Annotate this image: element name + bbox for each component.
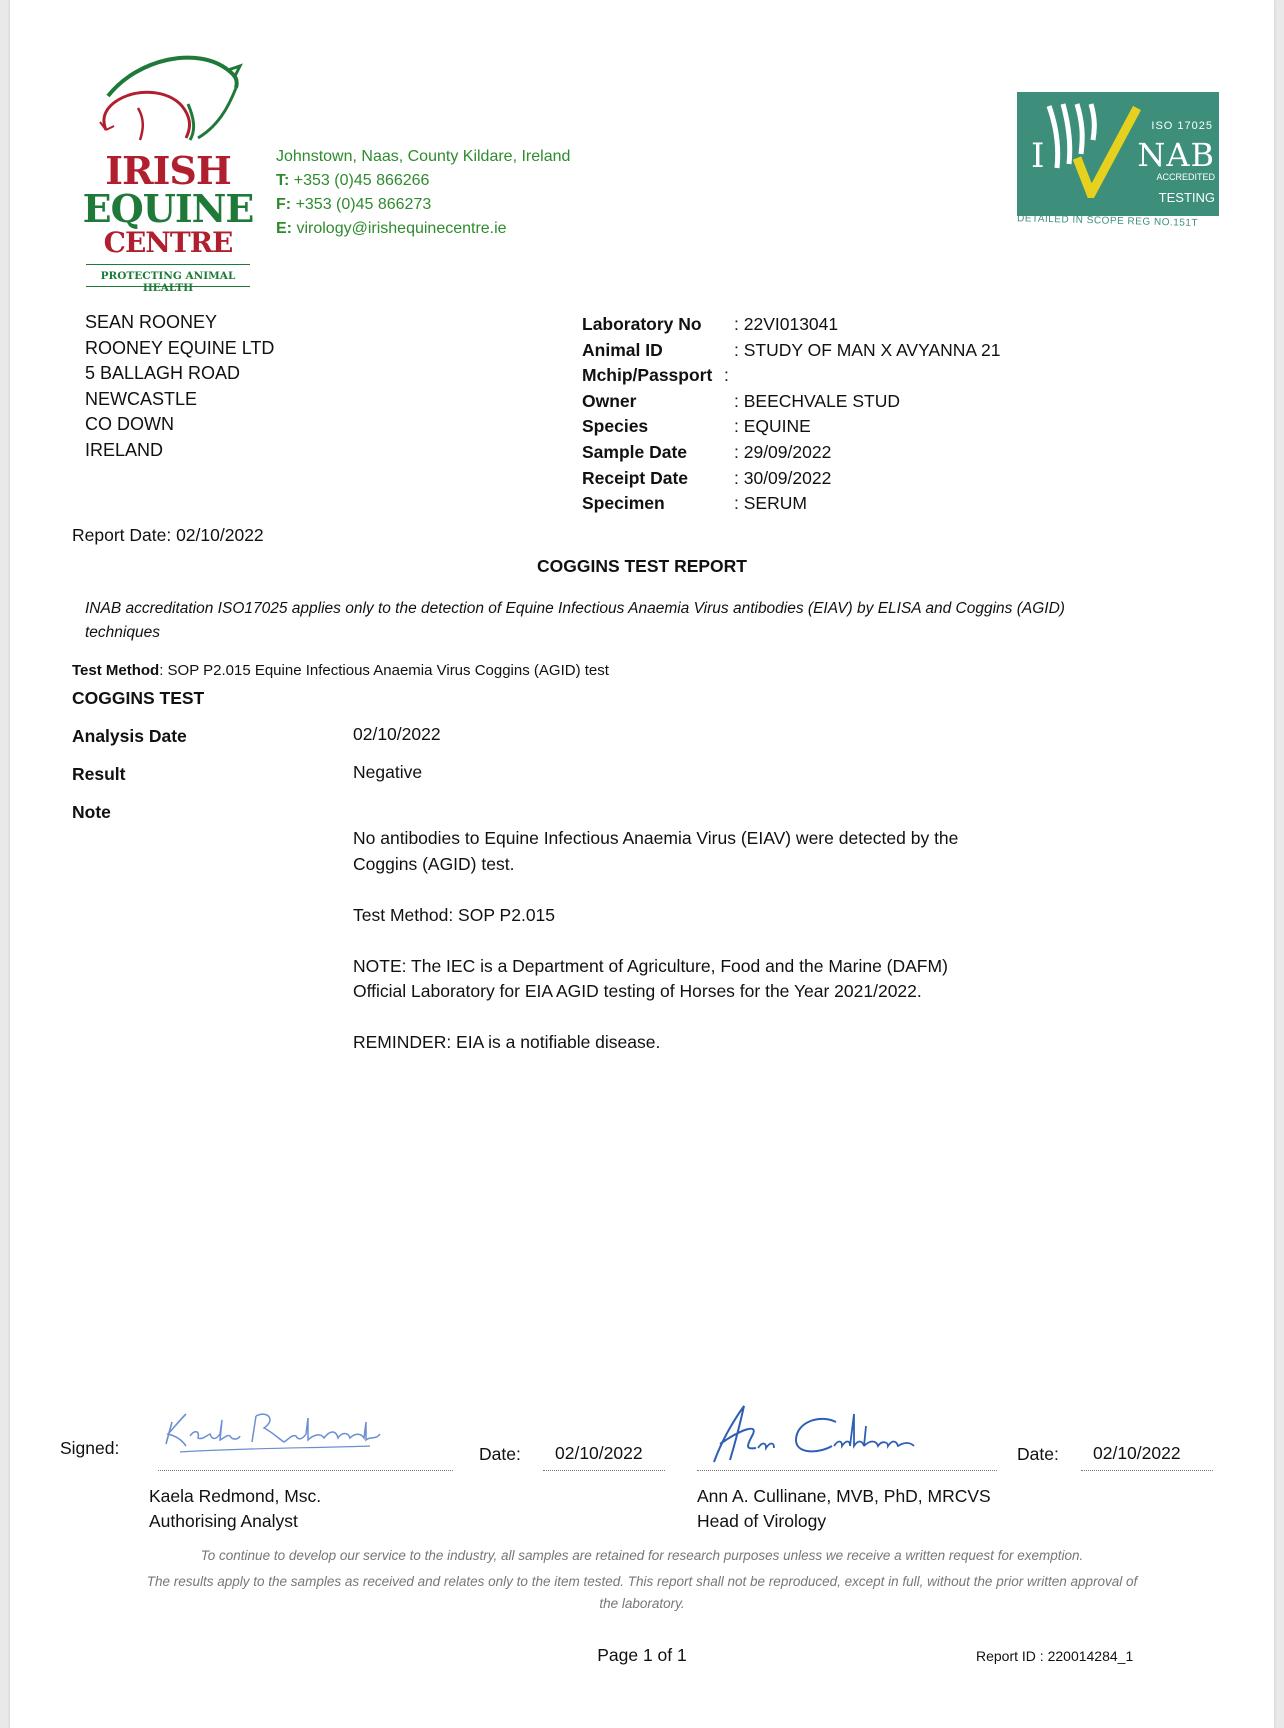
report-page xyxy=(10,0,1274,1728)
result-value: Negative xyxy=(353,762,423,782)
lab-detail-row: Species : EQUINE xyxy=(582,416,811,437)
address-line: ROONEY EQUINE LTD xyxy=(85,337,275,358)
date-line-right xyxy=(1081,1470,1213,1471)
signature-line-right xyxy=(697,1470,997,1471)
note-paragraph: No antibodies to Equine Infectious Anaemia Virus (EIAV) were detected by the Coggins (AGID) test. xyxy=(353,828,959,874)
date-label-left: Date: xyxy=(479,1444,521,1464)
logo-tagline: PROTECTING ANIMAL HEALTH xyxy=(100,270,236,294)
date-value-right: 02/10/2022 xyxy=(1093,1443,1181,1463)
address-line: SEAN ROONEY xyxy=(85,312,218,332)
signatory-right-role: Head of Virology xyxy=(697,1511,827,1531)
notes-block xyxy=(353,826,993,1081)
horse-icon xyxy=(78,48,258,158)
signatory-right xyxy=(697,1484,991,1534)
contact-address: Johnstown, Naas, County Kildare, Ireland xyxy=(276,148,571,165)
note-paragraph: REMINDER: EIA is a notifiable disease. xyxy=(353,1032,661,1052)
date-value-left: 02/10/2022 xyxy=(555,1443,643,1463)
signature-ann-image xyxy=(700,1400,960,1470)
note-paragraph: Test Method: SOP P2.015 xyxy=(353,904,556,925)
logo-line-irish: IRISH xyxy=(105,148,231,193)
result-label: Result xyxy=(72,764,126,784)
logo-line-equine: EQUINE xyxy=(82,186,254,231)
inab-iso: ISO 17025 xyxy=(1151,120,1213,132)
accreditation-note: INAB accreditation ISO17025 applies only to the detection of Equine Infectious Anaemia Virus antibodies (EIAV) by ELISA and Coggins (AGID) techniques xyxy=(85,600,1065,641)
test-method-line: Test Method: SOP P2.015 Equine Infectious Anaemia Virus Coggins (AGID) test xyxy=(72,662,609,679)
report-title: COGGINS TEST REPORT xyxy=(536,556,748,576)
section-title: COGGINS TEST xyxy=(72,688,205,708)
inab-accredited: ACCREDITED xyxy=(1156,172,1215,182)
date-label-right: Date: xyxy=(1017,1444,1059,1464)
logo-line-centre: CENTRE xyxy=(103,226,233,259)
lab-detail-row: Owner : BEECHVALE STUD xyxy=(582,390,900,411)
analysis-date-value: 02/10/2022 xyxy=(353,724,441,744)
inab-name: NAB xyxy=(1137,136,1215,174)
contact-tel: T: +353 (0)45 866266 xyxy=(276,172,430,189)
report-date: Report Date: 02/10/2022 xyxy=(72,525,264,545)
inab-scope: DETAILED IN SCOPE REG NO.151T xyxy=(1016,213,1199,229)
signature-kaela-image xyxy=(160,1400,400,1456)
address-line: NEWCASTLE xyxy=(85,388,198,409)
footer-retention-note: To continue to develop our service to the industry, all samples are retained for research purposes unless we receive a written request for exemption. xyxy=(200,1548,1084,1563)
lab-details xyxy=(582,312,1102,518)
report-id: Report ID : 220014284_1 xyxy=(976,1648,1134,1664)
signatory-left-name: Kaela Redmond, Msc. xyxy=(149,1486,322,1506)
signatory-left-role: Authorising Analyst xyxy=(149,1511,298,1531)
lab-detail-row: Animal ID : STUDY OF MAN X AVYANNA 21 xyxy=(582,339,1001,360)
signature-line-left xyxy=(158,1470,453,1471)
inab-accreditation-badge xyxy=(1017,92,1229,232)
note-label: Note xyxy=(72,802,111,822)
contact-block xyxy=(276,145,616,241)
note-paragraph: NOTE: The IEC is a Department of Agriculture, Food and the Marine (DAFM) Official Laboratory for EIA AGID testing of Horses for the Year 2021/2022. xyxy=(353,955,948,1001)
logo-divider-bottom xyxy=(86,286,250,287)
lab-detail-row: Receipt Date : 30/09/2022 xyxy=(582,467,832,488)
signatory-left xyxy=(149,1484,321,1534)
lab-detail-row: Specimen : SERUM xyxy=(582,493,807,514)
page-number: Page 1 of 1 xyxy=(597,1645,687,1665)
lab-detail-row: Sample Date : 29/09/2022 xyxy=(582,442,832,462)
logo-divider xyxy=(86,264,250,265)
contact-email: E: virology@irishequinecentre.ie xyxy=(276,220,507,237)
date-line-left xyxy=(543,1470,665,1471)
lab-detail-row: Laboratory No : 22VI013041 xyxy=(582,314,839,334)
footer-results-note: The results apply to the samples as received and relates only to the item tested. This report shall not be reproduced, except in full, without the prior written approval of the laboratory. xyxy=(146,1574,1138,1611)
signature-kaela xyxy=(160,1400,400,1456)
signature-ann xyxy=(700,1400,960,1470)
irish-equine-centre-logo xyxy=(78,48,258,294)
recipient-address xyxy=(85,310,445,463)
address-line: IRELAND xyxy=(85,439,164,460)
lab-detail-row: Mchip/Passport : xyxy=(582,365,729,386)
address-line: 5 BALLAGH ROAD xyxy=(85,363,241,383)
signatory-right-name: Ann A. Cullinane, MVB, PhD, MRCVS xyxy=(697,1486,991,1506)
inab-letter-i: I xyxy=(1031,136,1045,176)
inab-testing: TESTING xyxy=(1158,190,1215,205)
signed-label: Signed: xyxy=(60,1438,120,1458)
address-line: CO DOWN xyxy=(85,414,174,434)
contact-fax: F: +353 (0)45 866273 xyxy=(276,196,432,213)
analysis-date-label: Analysis Date xyxy=(72,726,187,746)
